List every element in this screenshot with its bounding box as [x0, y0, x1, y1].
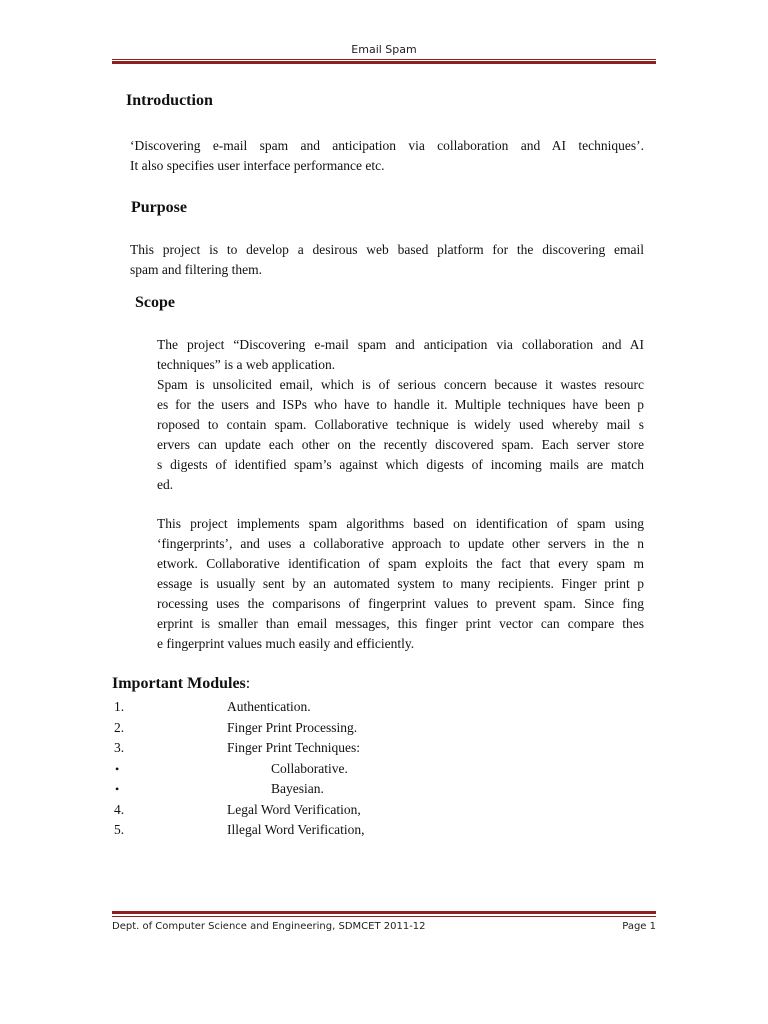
list-item-text: Collaborative. [271, 760, 348, 776]
purpose-paragraph [130, 240, 644, 280]
list-item [112, 800, 562, 821]
list-number: 2. [114, 719, 125, 735]
header-rule-thin [112, 59, 656, 60]
list-item-text: Legal Word Verification, [227, 801, 361, 817]
scope-paragraph-1 [157, 335, 644, 495]
modules-list [112, 697, 562, 841]
introduction-line: It also specifies user interface performance etc. [130, 158, 385, 173]
scope-line: erprint is smaller than email messages, this finger print vector can compare thes [157, 616, 644, 631]
introduction-paragraph [130, 136, 644, 176]
list-item-text: Authentication. [227, 699, 311, 714]
scope-line: rocessing uses the comparisons of fingerprint values to prevent spam. Since fing [157, 596, 644, 611]
footer-page-number: Page 1 [622, 921, 656, 932]
footer-rule-thick [112, 911, 656, 914]
scope-paragraph-2 [157, 514, 644, 654]
list-item [112, 718, 562, 739]
scope-line: roposed to contain spam. Collaborative technique is widely used whereby mail s [157, 417, 644, 432]
introduction-line: ‘Discovering e-mail spam and anticipation via collaboration and AI techniques’. [130, 138, 644, 153]
list-item [112, 697, 562, 718]
scope-line: ervers can update each other on the recently discovered spam. Each server store [157, 437, 644, 452]
list-item-text: Finger Print Techniques: [227, 740, 361, 755]
scope-line: ed. [157, 477, 174, 492]
purpose-line: spam and filtering them. [130, 262, 262, 277]
list-item-text: Finger Print Processing. [227, 719, 358, 735]
scope-line: techniques” is a web application. [157, 357, 336, 372]
footer-department: Dept. of Computer Science and Engineering, SDMCET 2011-12 [112, 921, 426, 932]
list-item [112, 759, 562, 780]
scope-line: This project implements spam algorithms based on identification of spam using [157, 516, 644, 531]
list-item [112, 738, 562, 759]
modules-heading-text: Important Modules [112, 675, 246, 692]
list-number: 4. [114, 801, 125, 817]
header-title: Email Spam [351, 43, 417, 56]
purpose-heading: Purpose [131, 199, 187, 216]
list-item-text: Illegal Word Verification, [227, 822, 365, 837]
scope-line: s digests of identified spam’s against which digests of incoming mails are match [157, 457, 644, 472]
bullet-icon: • [115, 782, 120, 796]
footer-rule-thin [112, 916, 656, 917]
introduction-heading: Introduction [126, 92, 213, 109]
modules-heading [112, 675, 250, 693]
scope-line: e fingerprint values much easily and efficiently. [157, 636, 415, 651]
header-rule-thick [112, 61, 656, 64]
list-item-text: Bayesian. [271, 781, 324, 796]
purpose-line: This project is to develop a desirous web based platform for the discovering email [130, 242, 644, 257]
scope-line: es for the users and ISPs who have to handle it. Multiple techniques have been p [157, 397, 644, 412]
bullet-icon: • [115, 761, 120, 776]
list-number: 1. [114, 699, 125, 714]
list-number: 3. [114, 740, 125, 755]
scope-line: etwork. Collaborative identification of spam exploits the fact that every spam m [157, 556, 644, 571]
list-number: 5. [114, 822, 125, 837]
list-item [112, 820, 562, 841]
scope-line: Spam is unsolicited email, which is of serious concern because it wastes resourc [157, 377, 644, 392]
modules-heading-colon: : [245, 675, 251, 692]
scope-line: essage is usually sent by an automated system to many recipients. Finger print p [157, 576, 644, 591]
scope-line: The project “Discovering e-mail spam and anticipation via collaboration and AI [157, 337, 644, 352]
scope-line: ‘fingerprints’, and uses a collaborative approach to update other servers in the n [157, 536, 644, 551]
scope-heading: Scope [135, 294, 175, 311]
list-item [112, 779, 562, 800]
